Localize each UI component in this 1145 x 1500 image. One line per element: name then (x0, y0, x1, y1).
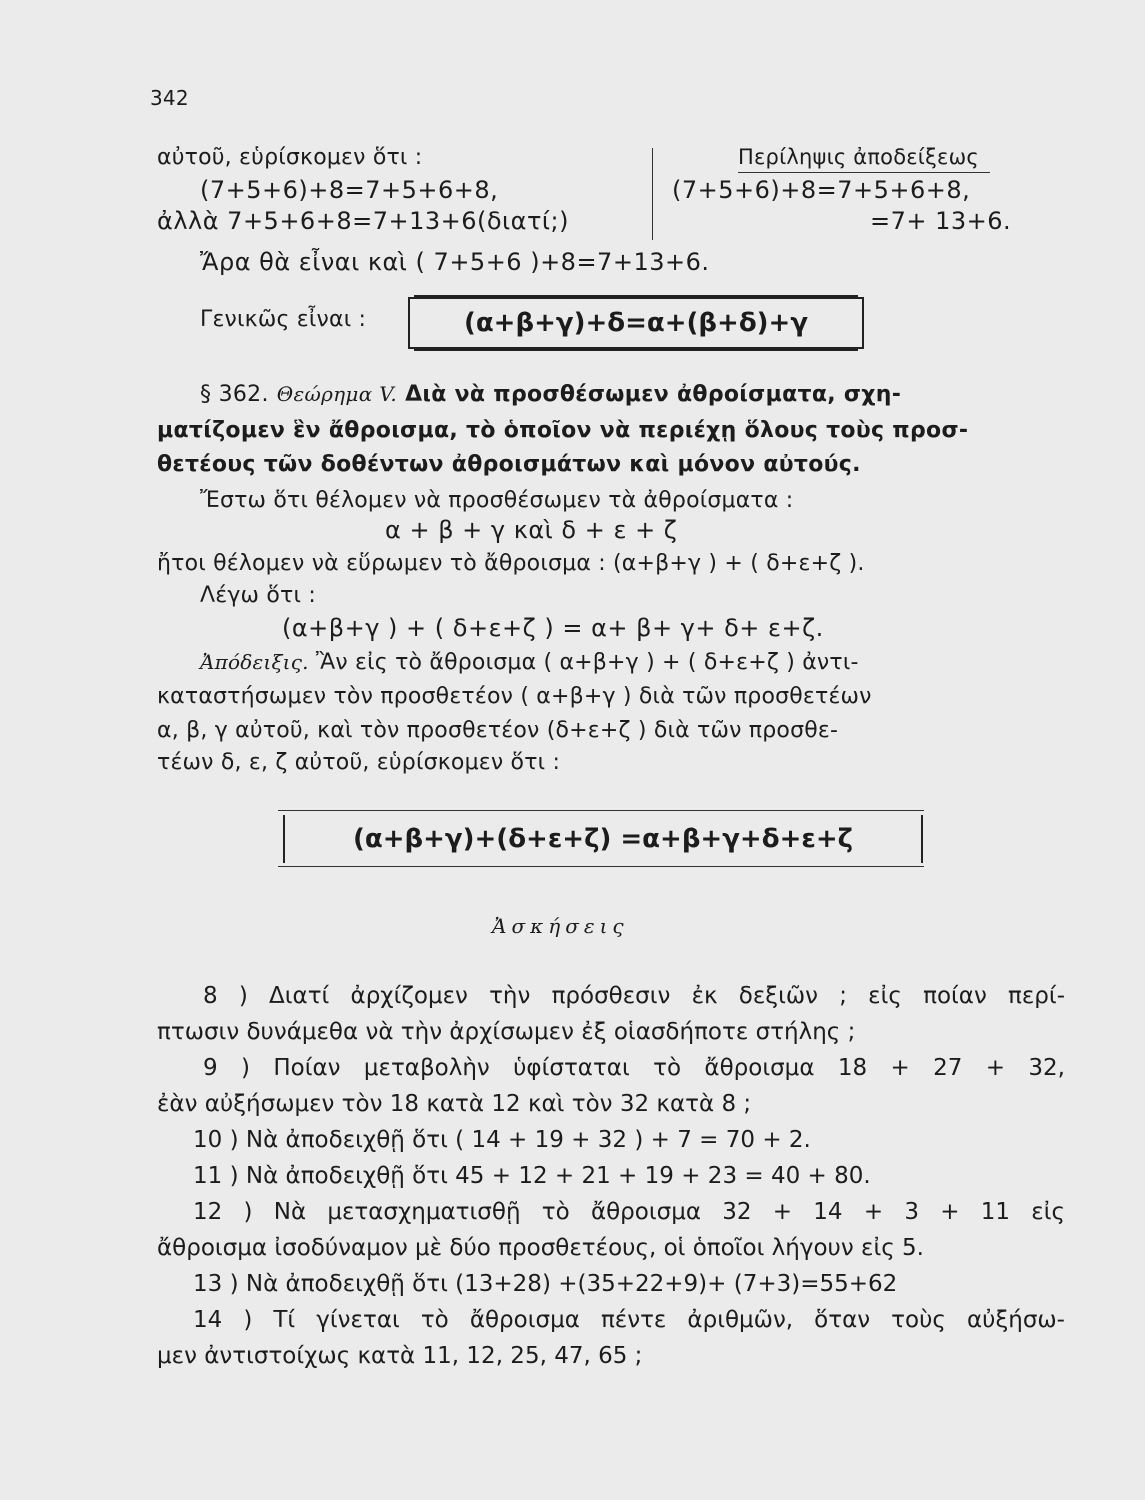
result-box-top-rule (278, 810, 924, 811)
equation-line-1: (7+5+6)+8=7+5+6+8, (200, 176, 499, 204)
theorem-line-1 (200, 382, 901, 407)
sums-line: α + β + γ καὶ δ + ε + ζ (385, 516, 678, 544)
claim-formula: (α+β+γ ) + ( δ+ε+ζ ) = α+ β+ γ+ δ+ ε+ζ. (282, 614, 824, 642)
summary-line-2: =7+ 13+6. (870, 207, 1012, 235)
result-box-bottom-rule (278, 866, 924, 867)
summary-line-1: (7+5+6)+8=7+5+6+8, (672, 176, 971, 204)
exercise-13: 13 ) Νὰ ἀποδειχθῇ ὅτι (13+28) +(35+22+9)+ (7+3)=55+62 (193, 1271, 898, 1297)
intro-line: αὐτοῦ, εὑρίσκομεν ὅτι : (157, 145, 423, 170)
theorem-label: Θεώρημα V. (276, 382, 398, 406)
page-number: 342 (150, 86, 189, 110)
exercises-heading: Ἀσκήσεις (492, 914, 629, 938)
general-formula-box: (α+β+γ)+δ=α+(β+δ)+γ (408, 297, 864, 349)
summary-title: Περίληψις ἀποδείξεως (738, 145, 979, 169)
column-divider (652, 148, 653, 240)
equation-line-2: ἀλλὰ 7+5+6+8=7+13+6(διατί;) (157, 207, 569, 235)
proof-line-4: τέων δ, ε, ζ αὐτοῦ, εὑρίσκομεν ὅτι : (157, 750, 561, 775)
exercise-10: 10 ) Νὰ ἀποδειχθῇ ὅτι ( 14 + 19 + 32 ) + 7 = 70 + 2. (193, 1127, 811, 1153)
summary-title-underline (738, 172, 990, 173)
proof-text-1: Ἂν εἰς τὸ ἄθροισμα ( α+β+γ ) + ( δ+ε+ζ ) ἀντι- (315, 650, 859, 675)
claim-line: Λέγω ὅτι : (200, 583, 316, 608)
theorem-line-2: ματίζομεν ἓν ἄθροισμα, τὸ ὁποῖον νὰ περιέχῃ ὅλους τοὺς προσ- (157, 418, 969, 443)
conclusion-line: Ἄρα θὰ εἶναι καὶ ( 7+5+6 )+8=7+13+6. (200, 248, 710, 276)
exercise-9-line-2: ἐὰν αὐξήσωμεν τὸν 18 κατὰ 12 καὶ τὸν 32 κατὰ 8 ; (157, 1091, 752, 1117)
want-line: ἤτοι θέλομεν νὰ εὕρωμεν τὸ ἄθροισμα : (α+β+γ ) + ( δ+ε+ζ ). (157, 551, 865, 576)
exercise-14-line-1: 14 ) Τί γίνεται τὸ ἄθροισμα πέντε ἀριθμῶν, ὅταν τοὺς αὐξήσω- (193, 1307, 1065, 1333)
theorem-text-1: Διὰ νὰ προσθέσωμεν ἀθροίσματα, σχη- (405, 382, 902, 407)
exercise-12-line-1: 12 ) Νὰ μετασχηματισθῇ τὸ ἄθροισμα 32 + 14 + 3 + 11 εἰς (193, 1199, 1065, 1225)
proof-label: Ἀπόδειξις. (200, 650, 309, 674)
proof-line-3: α, β, γ αὐτοῦ, καὶ τὸν προσθετέον (δ+ε+ζ ) διὰ τῶν προσθε- (157, 718, 839, 743)
let-line: Ἔστω ὅτι θέλομεν νὰ προσθέσωμεν τὰ ἀθροίσματα : (200, 488, 794, 513)
general-label: Γενικῶς εἶναι : (200, 307, 367, 332)
exercise-8-line-2: πτωσιν δυνάμεθα νὰ τὴν ἀρχίσωμεν ἐξ οἱασδήποτε στήλης ; (157, 1019, 856, 1045)
section-number: § 362. (200, 382, 269, 407)
result-formula-box: (α+β+γ)+(δ+ε+ζ) =α+β+γ+δ+ε+ζ (283, 815, 923, 863)
exercise-9-line-1: 9 ) Ποίαν μεταβολὴν ὑφίσταται τὸ ἄθροισμα 18 + 27 + 32, (203, 1055, 1065, 1081)
exercise-14-line-2: μεν ἀντιστοίχως κατὰ 11, 12, 25, 47, 65 ; (157, 1343, 643, 1369)
theorem-line-3: θετέους τῶν δοθέντων ἀθροισμάτων καὶ μόνον αὐτούς. (157, 452, 861, 477)
exercise-12-line-2: ἄθροισμα ἰσοδύναμον μὲ δύο προσθετέους, οἱ ὁποῖοι λήγουν εἰς 5. (157, 1235, 924, 1261)
exercise-8-line-1: 8 ) Διατί ἀρχίζομεν τὴν πρόσθεσιν ἐκ δεξιῶν ; εἰς ποίαν περί- (203, 983, 1065, 1009)
exercise-11: 11 ) Νὰ ἀποδειχθῇ ὅτι 45 + 12 + 21 + 19 + 23 = 40 + 80. (193, 1163, 871, 1189)
exercises-list (157, 978, 1065, 1374)
proof-line-2: καταστήσωμεν τὸν προσθετέον ( α+β+γ ) διὰ τῶν προσθετέων (157, 684, 872, 709)
proof-line-1 (200, 650, 859, 675)
